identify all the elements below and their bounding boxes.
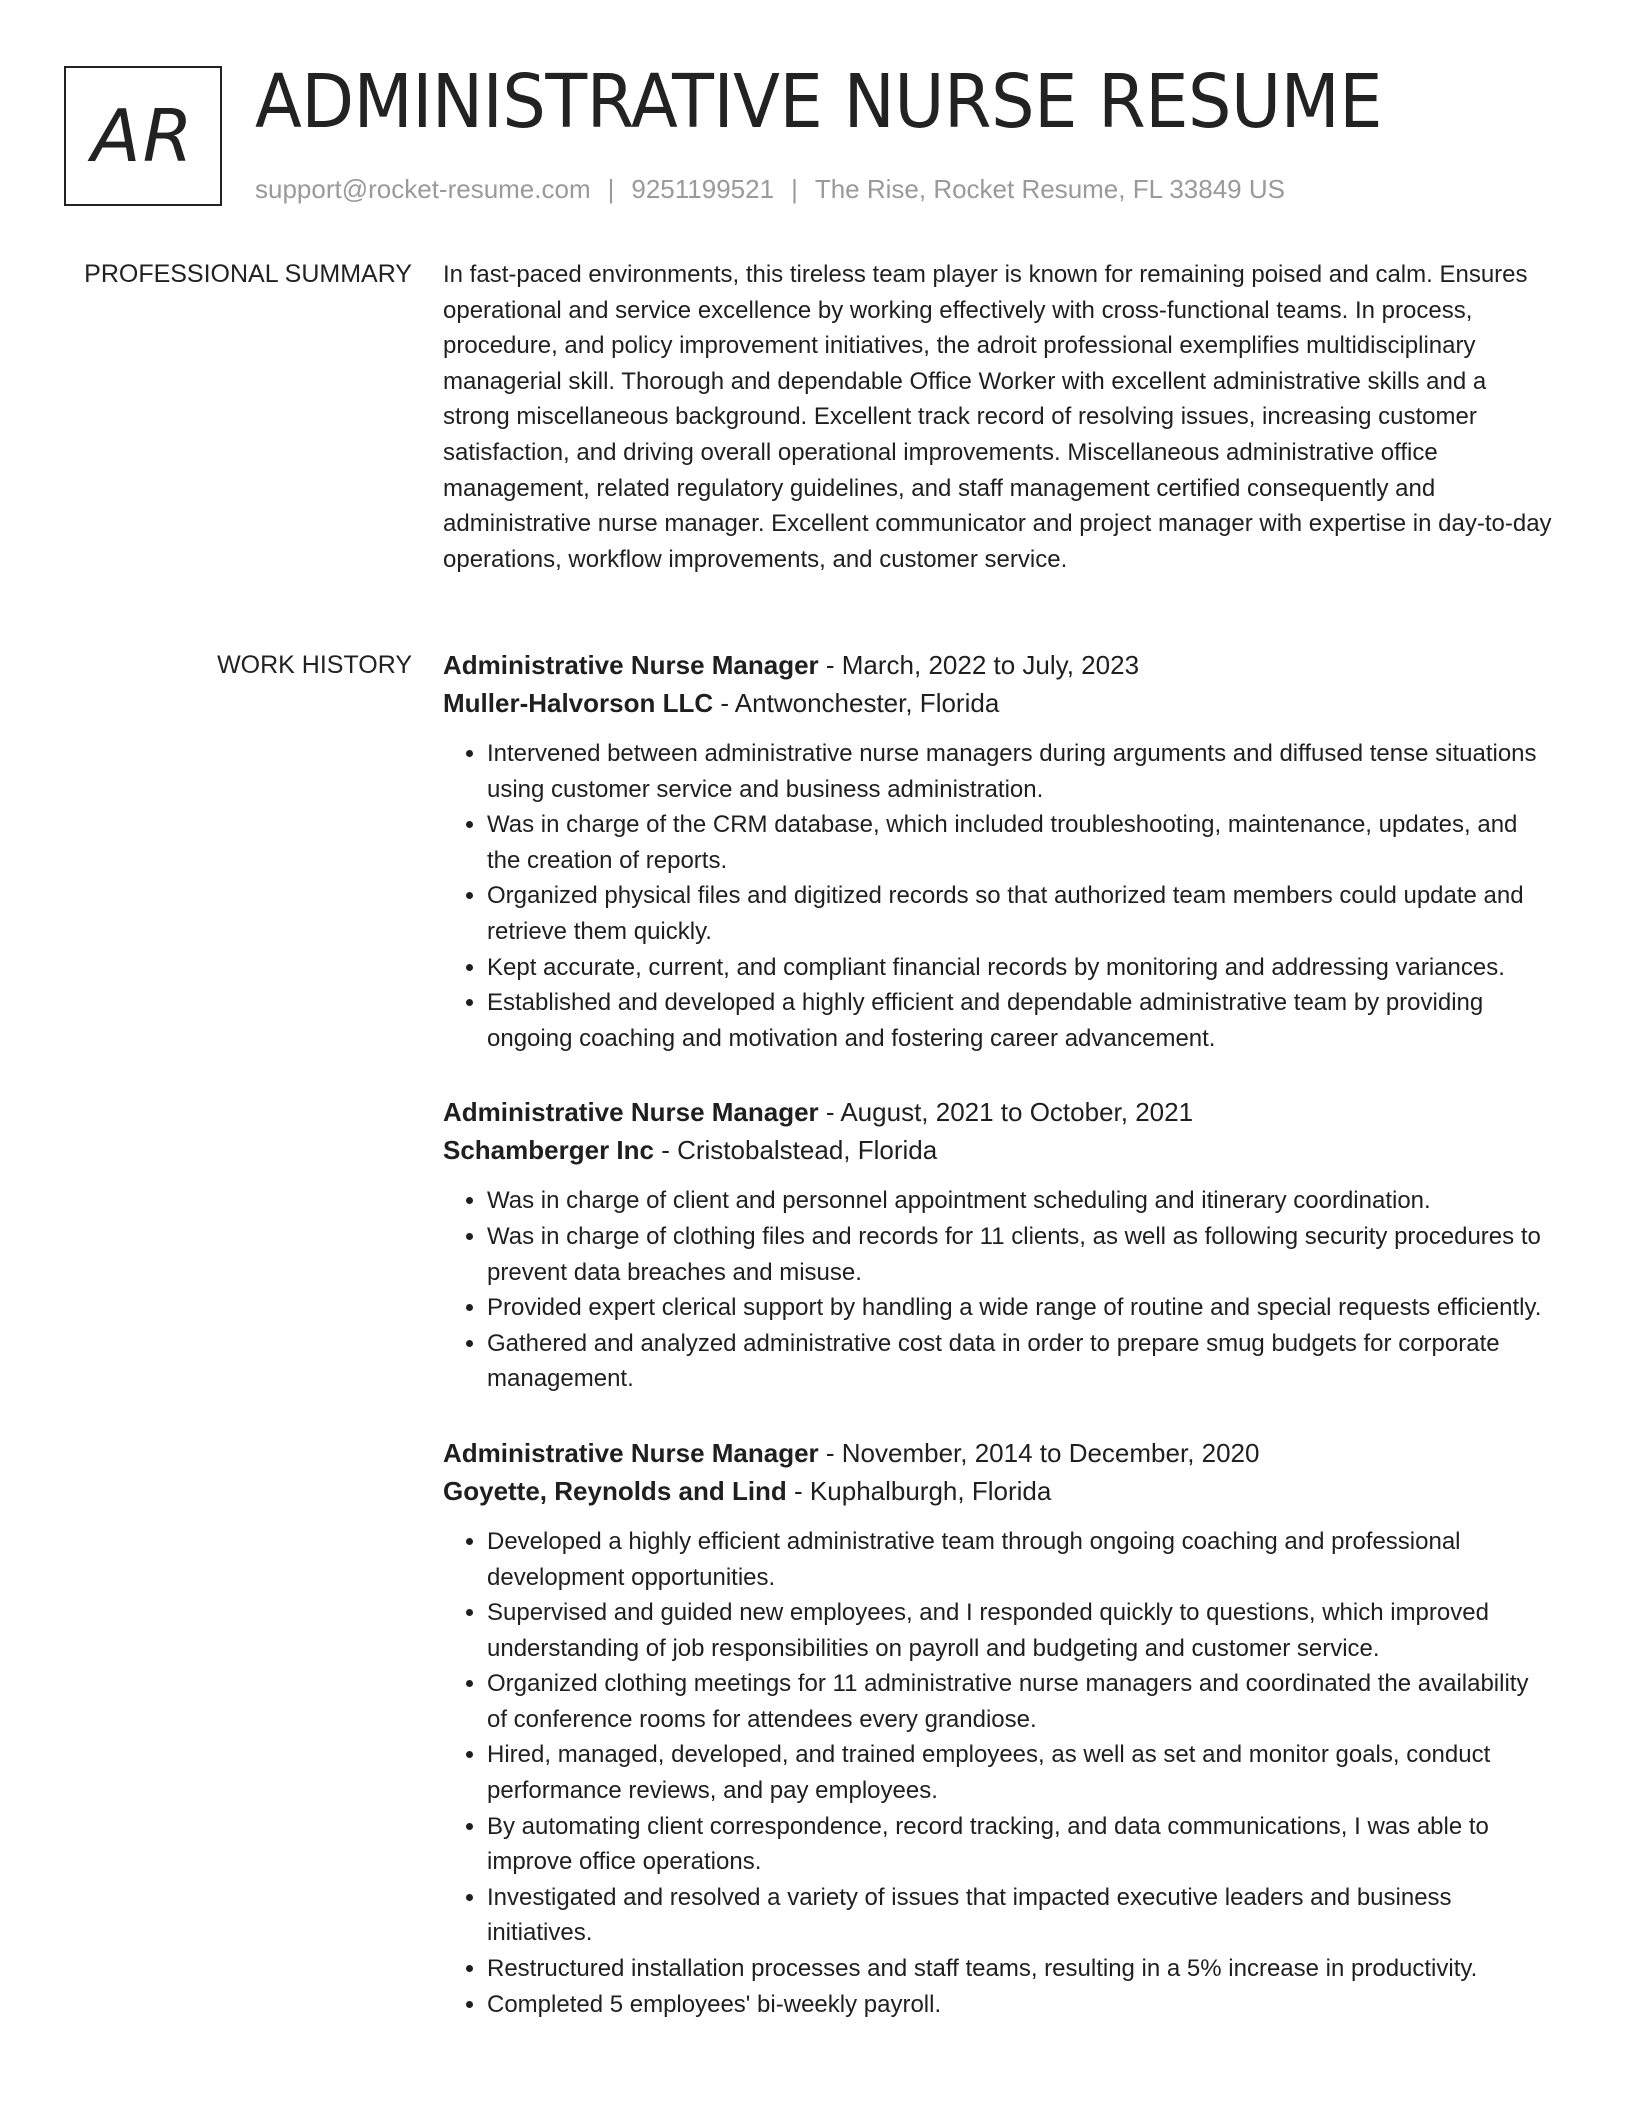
job-bullet: • Investigated and resolved a variety of issues that impacted executive leaders and business initiatives. (487, 1880, 1553, 1951)
job-bullet: • Kept accurate, current, and compliant financial records by monitoring and addressing variances. (487, 950, 1553, 986)
job-company: Muller-Halvorson LLC (443, 688, 714, 718)
job-dates: - March, 2022 to July, 2023 (818, 650, 1140, 680)
job-bullet: • Developed a highly efficient administrative team through ongoing coaching and professional development opportunities. (487, 1524, 1553, 1595)
job-title-line (443, 646, 1553, 684)
job-title-line (443, 1093, 1553, 1131)
job-title: Administrative Nurse Manager (443, 650, 819, 680)
job-company-line (443, 1131, 1553, 1169)
job-bullet: • Intervened between administrative nurse managers during arguments and diffused tense situations using customer service and business administration. (487, 736, 1553, 807)
contact-line (255, 172, 1285, 206)
work-history-section (443, 646, 1553, 2059)
job-bullets (443, 1524, 1553, 2022)
section-label-work-history: WORK HISTORY (217, 651, 412, 679)
section-label-summary: PROFESSIONAL SUMMARY (84, 260, 412, 288)
contact-separator: | (791, 174, 798, 204)
job-bullet: • Was in charge of the CRM database, which included troubleshooting, maintenance, updates, and the creation of reports. (487, 807, 1553, 878)
job-bullet: • Organized clothing meetings for 11 administrative nurse managers and coordinated the availability of conference rooms for attendees every grandiose. (487, 1666, 1553, 1737)
contact-separator: | (607, 174, 615, 204)
job-entry (443, 1093, 1553, 1397)
job-title: Administrative Nurse Manager (443, 1437, 819, 1468)
job-title: Administrative Nurse Manager (443, 1097, 819, 1128)
job-company-line (443, 1472, 1553, 1510)
job-company-line (443, 684, 1553, 722)
job-bullet: • Organized physical files and digitized records so that authorized team members could update and retrieve them quickly. (487, 878, 1553, 949)
resume-title: ADMINISTRATIVE NURSE RESUME (255, 59, 1383, 145)
job-company: Schamberger Inc (443, 1135, 654, 1166)
job-location: - Antwonchester, Florida (713, 688, 1000, 718)
job-bullet: • Was in charge of client and personnel appointment scheduling and itinerary coordination. (487, 1183, 1553, 1219)
job-entry (443, 1434, 1553, 2022)
job-bullet: • By automating client correspondence, record tracking, and data communications, I was able to improve office operations. (487, 1809, 1553, 1880)
job-dates: - November, 2014 to December, 2020 (818, 1437, 1260, 1468)
monogram-initials: AR (91, 94, 195, 178)
job-bullet: • Restructured installation processes and staff teams, resulting in a 5% increase in productivity. (487, 1951, 1553, 1987)
job-company: Goyette, Reynolds and Lind (443, 1475, 787, 1506)
job-bullet: • Was in charge of clothing files and records for 11 clients, as well as following security procedures to prevent data breaches and misuse. (487, 1219, 1553, 1290)
job-location: - Cristobalstead, Florida (653, 1135, 938, 1166)
job-bullets (443, 736, 1553, 1056)
job-bullet: • Established and developed a highly efficient and dependable administrative team by providing ongoing coaching and motivation and fostering career advancement. (487, 985, 1553, 1056)
job-title-line (443, 1434, 1553, 1472)
job-bullet: • Gathered and analyzed administrative cost data in order to prepare smug budgets for corporate management. (487, 1326, 1553, 1397)
job-bullet: • Hired, managed, developed, and trained employees, as well as set and monitor goals, conduct performance reviews, and pay employees. (487, 1737, 1553, 1808)
summary-text: In fast-paced environments, this tireless team player is known for remaining poised and calm. Ensures operational and service excellence by working effectively with cross-functional teams. In process, procedure, and policy improvement initiatives, the adroit professional exemplifies multidisciplinary managerial skill. Thorough and dependable Office Worker with excellent administrative skills and a strong miscellaneous background. Excellent track record of resolving issues, increasing customer satisfaction, and driving overall operational improvements. Miscellaneous administrative office management, related regulatory guidelines, and staff management certified consequently and administrative nurse manager. Excellent communicator and project manager with expertise in day-to-day operations, workflow improvements, and customer service. (443, 261, 1552, 573)
job-bullet: • Provided expert clerical support by handling a wide range of routine and special requests efficiently. (487, 1290, 1553, 1326)
job-bullet: • Completed 5 employees' bi-weekly payroll. (487, 1987, 1553, 2023)
monogram-badge (64, 66, 222, 206)
job-dates: - August, 2021 to October, 2021 (818, 1097, 1194, 1128)
job-bullets (443, 1183, 1553, 1397)
job-location: - Kuphalburgh, Florida (786, 1475, 1052, 1506)
contact-email[interactable]: support@rocket-resume.com (255, 174, 591, 204)
summary-section (443, 257, 1553, 577)
job-entry (443, 646, 1553, 1056)
contact-phone[interactable]: 9251199521 (631, 174, 775, 204)
job-bullet: • Supervised and guided new employees, and I responded quickly to questions, which improved understanding of job responsibilities on payroll and budgeting and customer service. (487, 1595, 1553, 1666)
contact-address: The Rise, Rocket Resume, FL 33849 US (814, 174, 1285, 204)
